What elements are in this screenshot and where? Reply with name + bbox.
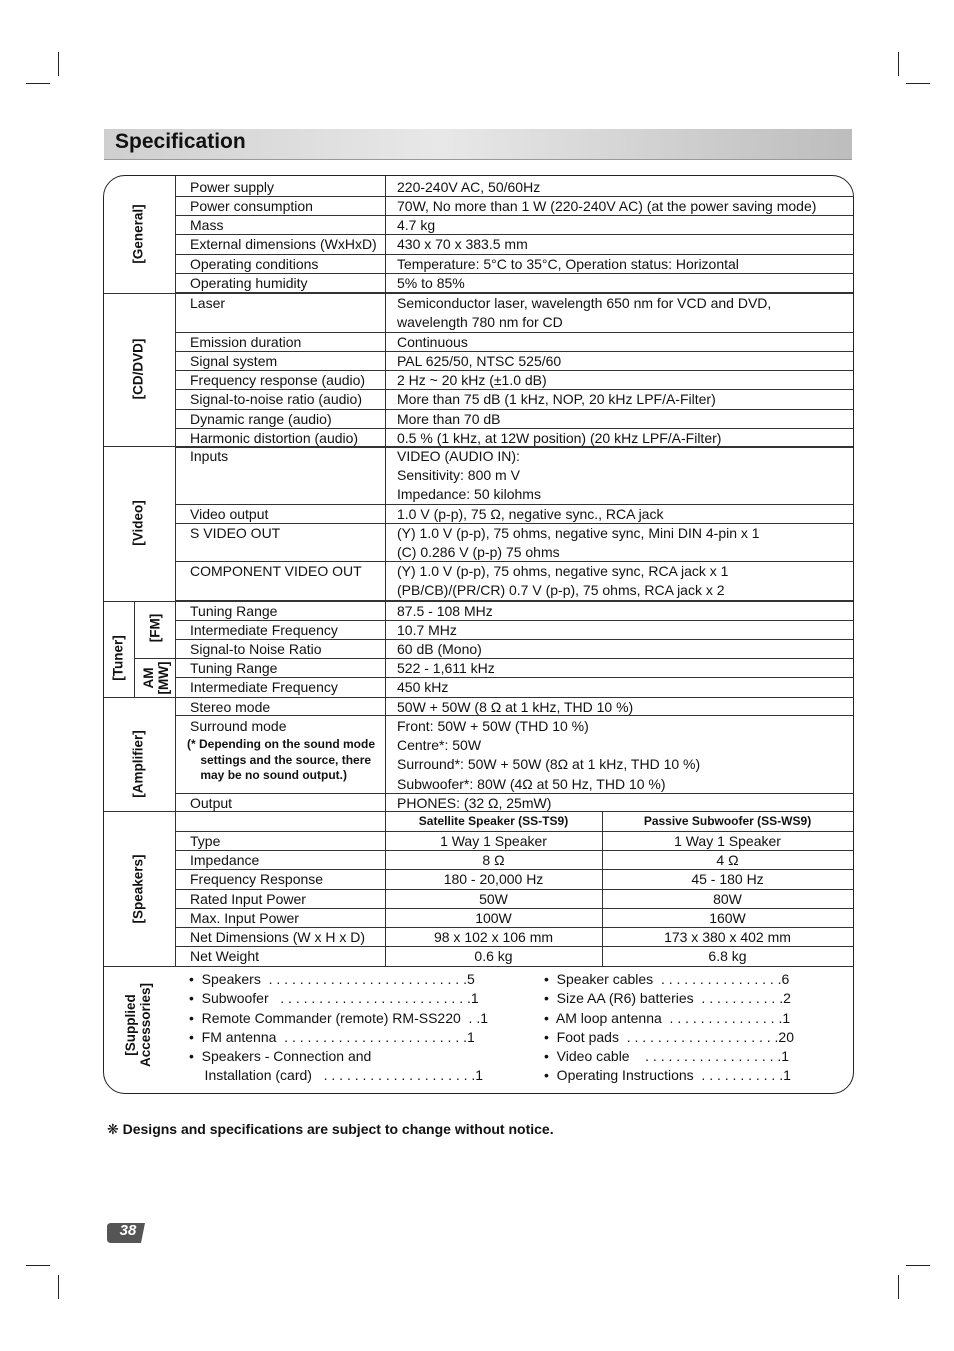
column-divider [175, 176, 176, 966]
amp-surround-note: (* Depending on the sound mode settings and the source, there may be no sound output.) [187, 737, 375, 782]
section-tuner-text: [Tuner] [110, 635, 126, 681]
video-row-label: COMPONENT VIDEO OUT [190, 563, 362, 579]
tuner-am-row-label: Intermediate Frequency [190, 679, 338, 695]
tuner-fm-row-value: 60 dB (Mono) [397, 641, 482, 657]
video-row-label: Video output [190, 506, 269, 522]
amp-surround-label: Surround mode [190, 718, 287, 734]
row-divider [175, 215, 853, 216]
general-row-label: External dimensions (WxHxD) [190, 236, 377, 252]
accessory-item: • Remote Commander (remote) RM-SS220 . .1 [189, 1010, 488, 1026]
cddvd-row-label: Dynamic range (audio) [190, 410, 332, 427]
section-am-text: AM [MW] [141, 661, 171, 695]
speaker-row-sat: 98 x 102 x 106 mm [433, 928, 554, 945]
row-divider [104, 966, 853, 967]
general-row-label: Operating humidity [190, 275, 308, 291]
section-video-text: [Video] [130, 500, 146, 546]
speaker-header-sub: Passive Subwoofer (SS-WS9) [643, 814, 812, 828]
cddvd-row-label: Harmonic distortion (audio) [190, 429, 359, 446]
accessory-item: • Operating Instructions . . . . . . . . . . .1 [544, 1067, 791, 1083]
crop-mark [58, 1275, 59, 1299]
video-row-value: VIDEO (AUDIO IN): Sensitivity: 800 m V Impedance: 50 kilohms [397, 448, 541, 503]
accessory-item: • Foot pads . . . . . . . . . . . . . . . . . . . .20 [544, 1029, 794, 1045]
speaker-row-sub: 6.8 kg [708, 948, 747, 964]
amp-stereo-label: Stereo mode [190, 699, 271, 715]
video-row-value: 1.0 V (p-p), 75 Ω, negative sync., RCA jack [397, 506, 664, 522]
section-amplifier-text: [Amplifier] [130, 730, 146, 798]
amp-surround-value: Front: 50W + 50W (THD 10 %) Centre*: 50W Surround*: 50W + 50W (8Ω at 1 kHz, THD 10 %) Subwoofer*: 80W (4Ω at 50 Hz, THD 10 %) [397, 718, 701, 792]
video-row-value: (Y) 1.0 V (p-p), 75 ohms, negative sync, Mini DIN 4-pin x 1 (C) 0.286 V (p-p) 75 ohms [397, 525, 760, 561]
section-fm-text: [FM] [147, 613, 163, 643]
accessory-item: • Speakers . . . . . . . . . . . . . . . . . . . . . . . . . .5 [189, 971, 475, 987]
accessory-item: • Speakers - Connection and [189, 1048, 372, 1064]
speaker-row-sub: 45 - 180 Hz [691, 871, 764, 887]
accessory-item: • Subwoofer . . . . . . . . . . . . . . . . . . . . . . . . .1 [189, 990, 479, 1006]
cddvd-row-label: Signal-to-noise ratio (audio) [190, 391, 362, 407]
general-row-label: Mass [190, 217, 224, 233]
cddvd-row-value: Semiconductor laser, wavelength 650 nm for VCD and DVD, wavelength 780 nm for CD [397, 295, 772, 331]
crop-mark [906, 83, 930, 84]
section-speakers-text: [Speakers] [130, 854, 146, 924]
footnote: ❋ Designs and specifications are subject to change without notice. [107, 1121, 554, 1137]
speaker-row-label: Max. Input Power [190, 909, 299, 926]
speaker-row-label: Frequency Response [190, 871, 324, 887]
section-cddvd-text: [CD/DVD] [130, 338, 146, 400]
crop-mark [26, 1265, 50, 1266]
accessory-item: • Size AA (R6) batteries . . . . . . . . . . .2 [544, 990, 791, 1006]
tuner-fm-row-label: Tuning Range [190, 603, 278, 619]
cddvd-row-label: Laser [190, 295, 226, 311]
video-row-label: Inputs [190, 448, 229, 464]
cddvd-row-value: More than 75 dB (1 kHz, NOP, 20 kHz LPF/A-Filter) [397, 391, 716, 407]
amp-stereo-value: 50W + 50W (8 Ω at 1 kHz, THD 10 %) [397, 699, 634, 715]
cddvd-row-value: PAL 625/50, NTSC 525/60 [397, 352, 562, 369]
speaker-row-sat: 8 Ω [482, 852, 505, 868]
section-header-bar [104, 129, 852, 160]
section-general-text: [General] [130, 204, 146, 264]
speaker-row-sub: 80W [713, 890, 742, 907]
general-row-label: Operating conditions [190, 256, 319, 272]
tuner-am-row-label: Tuning Range [190, 660, 278, 676]
tuner-fm-row-label: Intermediate Frequency [190, 622, 338, 638]
crop-mark [26, 83, 50, 84]
tuner-fm-row-value: 87.5 - 108 MHz [397, 603, 493, 619]
general-row-value: 70W, No more than 1 W (220-240V AC) (at the power saving mode) [397, 198, 817, 214]
speaker-row-label: Net Weight [190, 948, 259, 964]
cddvd-row-label: Signal system [190, 352, 278, 369]
speaker-row-sub: 4 Ω [716, 852, 739, 868]
speaker-row-label: Rated Input Power [190, 890, 306, 907]
speaker-row-label: Net Dimensions (W x H x D) [190, 928, 366, 945]
tuner-am-row-value: 522 - 1,611 kHz [397, 660, 495, 676]
page-number: 38 [119, 1222, 137, 1239]
tuner-am-row-value: 450 kHz [397, 679, 449, 695]
amp-output-label: Output [190, 795, 233, 811]
accessory-item: • AM loop antenna . . . . . . . . . . . . . . .1 [544, 1010, 791, 1026]
general-row-value: 220-240V AC, 50/60Hz [397, 179, 541, 195]
cddvd-row-label: Emission duration [190, 333, 302, 350]
speaker-row-sat: 0.6 kg [474, 948, 513, 964]
amp-output-value: PHONES: (32 Ω, 25mW) [397, 795, 552, 811]
general-row-label: Power supply [190, 179, 275, 195]
section-accessories-text: [Supplied Accessories] [123, 982, 153, 1068]
crop-mark [906, 1265, 930, 1266]
accessory-item: Installation (card) . . . . . . . . . . . . . . . . . . . .1 [189, 1067, 484, 1083]
accessory-item: • Speaker cables . . . . . . . . . . . . . . . .6 [544, 971, 790, 987]
crop-mark [898, 52, 899, 76]
accessory-item: • FM antenna . . . . . . . . . . . . . . . . . . . . . . . .1 [189, 1029, 475, 1045]
page-number-badge [107, 1221, 147, 1245]
crop-mark [898, 1275, 899, 1299]
general-row-value: 5% to 85% [397, 275, 465, 291]
row-divider [134, 658, 175, 659]
cddvd-row-value: 2 Hz ~ 20 kHz (±1.0 dB) [397, 372, 547, 388]
cddvd-row-label: Frequency response (audio) [190, 372, 366, 388]
speaker-row-sat: 100W [475, 909, 512, 926]
spec-table [103, 175, 854, 1094]
row-divider [104, 811, 853, 812]
crop-mark [58, 52, 59, 76]
general-row-value: 430 x 70 x 383.5 mm [397, 236, 528, 252]
speaker-header-sat: Satellite Speaker (SS-TS9) [418, 814, 569, 828]
tuner-fm-row-value: 10.7 MHz [397, 622, 457, 638]
video-row-label: S VIDEO OUT [190, 525, 281, 541]
column-divider [134, 601, 135, 697]
row-divider [175, 715, 853, 716]
speaker-row-sub: 1 Way 1 Speaker [674, 833, 781, 849]
speaker-row-sat: 1 Way 1 Speaker [440, 833, 547, 849]
speaker-row-sub: 173 x 380 x 402 mm [664, 928, 791, 945]
speaker-row-sub: 160W [709, 909, 746, 926]
cddvd-row-value: More than 70 dB [397, 410, 501, 427]
speaker-row-label: Impedance [190, 852, 260, 868]
general-row-value: 4.7 kg [397, 217, 436, 233]
video-row-value: (Y) 1.0 V (p-p), 75 ohms, negative sync, RCA jack x 1 (PB/CB)/(PR/CR) 0.7 V (p-p), 75 ohms, RCA jack x 2 [397, 563, 729, 599]
cddvd-row-value: 0.5 % (1 kHz, at 12W position) (20 kHz LPF/A-Filter) [397, 429, 722, 446]
accessory-item: • Video cable . . . . . . . . . . . . . . . . . .1 [544, 1048, 790, 1064]
page-title: Specification [115, 130, 246, 153]
tuner-fm-row-label: Signal-to Noise Ratio [190, 641, 322, 657]
general-row-label: Power consumption [190, 198, 313, 214]
general-row-value: Temperature: 5°C to 35°C, Operation status: Horizontal [397, 256, 739, 272]
speaker-row-sat: 180 - 20,000 Hz [443, 871, 544, 887]
cddvd-row-value: Continuous [397, 333, 468, 350]
speaker-row-sat: 50W [479, 890, 508, 907]
speaker-row-label: Type [190, 833, 221, 849]
